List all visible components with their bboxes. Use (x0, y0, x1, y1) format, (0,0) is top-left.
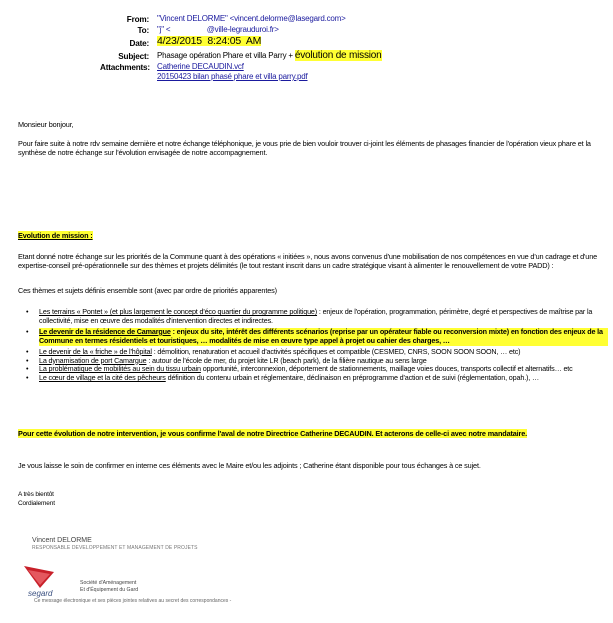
list-item (26, 374, 608, 383)
attachments-list (157, 62, 308, 82)
list-item-title: Le cœur de village et la cité des pêcheurs (39, 373, 166, 383)
signature-role: RESPONSABLE DEVELOPPEMENT ET MANAGEMENT DE PROJETS (32, 545, 198, 551)
confirmation-paragraph (18, 429, 608, 438)
bullet-icon: • (26, 307, 29, 316)
from-row (100, 14, 520, 25)
bullet-icon: • (26, 364, 29, 374)
greeting: Monsieur bonjour, (18, 120, 74, 129)
sign-off-cordialement: Cordialement (18, 499, 55, 507)
segard-logo-text: segard (28, 589, 53, 598)
attachment-pdf-link[interactable]: 20150423 bilan phasé phare et villa parry.pdf (157, 72, 308, 81)
subject-row (100, 49, 520, 62)
date-label: Date: (129, 39, 149, 48)
bullet-icon: • (26, 373, 29, 383)
company-line: Société d'Aménagement (80, 580, 137, 586)
sign-off-bientot: A très bientôt (18, 491, 54, 498)
subject-highlight: évolution de mission (294, 50, 382, 61)
bullet-icon: • (26, 355, 29, 365)
sign-off (18, 491, 608, 508)
attachments-row (100, 62, 520, 82)
list-item-title: Le devenir de la résidence de Camargue (39, 326, 171, 336)
closing-paragraph: Je vous laisse le soin de confirmer en interne ces éléments avec le Maire et/ou les adjoints ; Catherine étant disponible pour tous échanges à ce sujet. (18, 461, 481, 470)
legal-footer: Ce message électronique et ses pièces jointes relatives au secret des correspondances - (34, 598, 232, 604)
email-header (100, 14, 520, 82)
to-label: To: (137, 26, 149, 35)
signature-block (32, 537, 198, 551)
list-item-title: La dynamisation de port Camargue (39, 355, 147, 365)
priority-list (26, 308, 608, 383)
list-item-title: Les terrains « Pontet » (et plus largement le concept d'éco quartier du programme politique) (39, 307, 318, 316)
subject-label: Subject: (118, 52, 149, 61)
company-name (80, 580, 138, 594)
date-row (100, 36, 520, 49)
evolution-heading (18, 231, 608, 240)
list-item-text: : démolition, renaturation et accueil d'activités spécifiques et compatible (CESMED, CNRS, SOON SOON SOON, … etc) (151, 346, 521, 356)
list-item-title: La problématique de mobilités au sein du tissu urbain (39, 364, 201, 374)
from-label: From: (126, 15, 149, 24)
list-item-text: : enjeux de l'opération, programmation, périmètre, degré et perspectives de maîtrise par la collectivité, mise en œuvre des modalités d'intervention directes et indirectes. (39, 307, 593, 325)
list-item (26, 328, 608, 346)
attachments-label: Attachments: (100, 63, 150, 72)
list-item (26, 308, 608, 326)
confirmation-text: Pour cette évolution de notre intervention, je vous confirme l'aval de notre Directrice Catherine DECAUDIN. Et acterons de celle-ci avec notre mandataire. (18, 429, 528, 438)
context-paragraph: Etant donné notre échange sur les priorités de la Commune quant à des opérations « initiées », nous avons convenus d'une mobilisation de nos compétences en vue d'un cadrage et d'une expertise-conseil pré-opérationnelle sur des thèmes et projets délimités (le tout restant inscrit dans un cadre stratégique visant à alimenter le renouvellement de votre PADD) : (18, 252, 598, 271)
signature-name: Vincent DELORME (32, 537, 92, 544)
from-value[interactable]: "Vincent DELORME" <vincent.delorme@lasegard.com> (157, 14, 346, 23)
intro-paragraph: Pour faire suite à notre rdv semaine dernière et notre échange téléphonique, je vous prie de bien vouloir trouver ci-joint les éléments de phasages financier de l'opération vieux phare et la synthèse de notre échange sur l'évolution envisagée de notre accompagnement. (18, 139, 591, 158)
subject-value (157, 49, 382, 61)
evolution-heading-text: Evolution de mission : (18, 231, 93, 240)
list-item-text: : enjeux du site, intérêt des différents scénarios (reprise par un opérateur fiable ou reconversion mixte) en fonction des enjeux de la Commune en termes résidentiels et touristiques, … modalités de mise en œuvre type appel à projet ou cahier des charges, … (39, 326, 603, 345)
bullet-icon: • (26, 326, 29, 336)
list-item-text: définition du contenu urbain et réglementaire, déclinaison en préprogramme d'action et de suivi (réglementation, opah.), … (165, 373, 540, 383)
bullet-icon: • (26, 346, 29, 356)
list-item-text: opportunité, interconnexion, déportement de stationnements, maillage voies douces, transports collectif et alternatifs… etc (200, 364, 573, 374)
list-item-text: : autour de l'école de mer, du projet kite LR (beach park), de la filière nautique au sens large (146, 355, 427, 365)
themes-intro: Ces thèmes et sujets définis ensemble sont (avec par ordre de priorités apparentes) (18, 286, 277, 295)
list-item-title: Le devenir de la « friche » de l'hôpital (39, 346, 152, 356)
date-value: 4/23/2015 8:24:05 AM (157, 35, 262, 47)
to-value[interactable]: "j" < @ville-legrauduroi.fr> (157, 25, 279, 34)
company-line: Et d'Équipement du Gard (80, 587, 139, 593)
subject-prefix: Phasage opération Phare et villa Parry + (157, 51, 295, 60)
attachment-vcf-link[interactable]: Catherine DECAUDIN.vcf (157, 62, 244, 71)
